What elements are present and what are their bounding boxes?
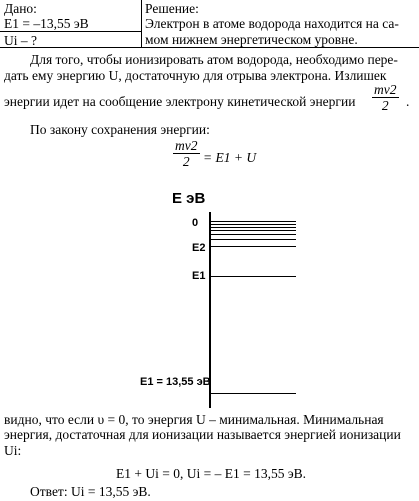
level-line	[209, 227, 296, 228]
para2-line-1: видно, что если υ = 0, то энергия U – минимальная. Минимальная	[4, 412, 384, 427]
level-e1-line	[209, 276, 296, 277]
para1-line-1: Для того, чтобы ионизировать атом водорода, необходимо пере-	[30, 52, 398, 67]
level-line	[209, 221, 296, 222]
fraction-denominator: 2	[381, 98, 389, 114]
level-line	[209, 234, 296, 235]
level-e2-line	[209, 246, 296, 247]
level-line	[209, 230, 296, 231]
level-line	[209, 224, 296, 225]
solution-line-2: мом нижнем энергетическом уровне.	[145, 32, 358, 47]
solution-label: Решение:	[145, 1, 199, 16]
given-e1: E1 = –13,55 эВ	[4, 16, 89, 31]
level-line	[209, 239, 296, 240]
table-divider-vertical	[141, 0, 142, 48]
given-solution-table	[0, 0, 419, 48]
table-divider-bottom	[0, 47, 419, 48]
axis-label: E эВ	[172, 190, 206, 207]
table-divider-given	[0, 31, 141, 32]
para1-line-3: энергии идет на сообщение электрону кинетической энергии	[4, 94, 356, 109]
answer: Ответ: Ui = 13,55 эВ.	[30, 484, 151, 499]
e1-label: E1	[192, 270, 206, 282]
kinetic-energy-fraction	[372, 82, 399, 113]
unknown-ui: Ui – ?	[4, 33, 37, 48]
para2-line-3: Ui:	[4, 443, 22, 458]
ground-level-label: E1 = 13,55 эВ	[140, 376, 211, 388]
ground-level-line	[209, 393, 296, 394]
fraction-numerator: mv2	[374, 82, 397, 97]
formula1-numerator: mv2	[175, 138, 198, 153]
zero-label: 0	[192, 217, 199, 229]
formula1-fraction	[173, 138, 200, 169]
para1-line-2: дать ему энергию U, достаточную для отрыва электрона. Излишек	[4, 68, 387, 83]
para2-line-2: энергия, достаточная для ионизации называется энергией ионизации	[4, 427, 401, 442]
formula1-denominator: 2	[182, 154, 190, 170]
formula1-rhs: = E1 + U	[203, 150, 257, 165]
conservation-title: По закону сохранения энергии:	[30, 122, 210, 137]
solution-line-1: Электрон в атоме водорода находится на са-	[145, 16, 399, 31]
given-label: Дано:	[4, 1, 37, 16]
e2-label: E2	[192, 242, 206, 254]
formula2: E1 + Ui = 0, Ui = – E1 = 13,55 эВ.	[116, 466, 306, 481]
para1-period: .	[406, 94, 410, 109]
energy-level-diagram	[130, 188, 300, 408]
